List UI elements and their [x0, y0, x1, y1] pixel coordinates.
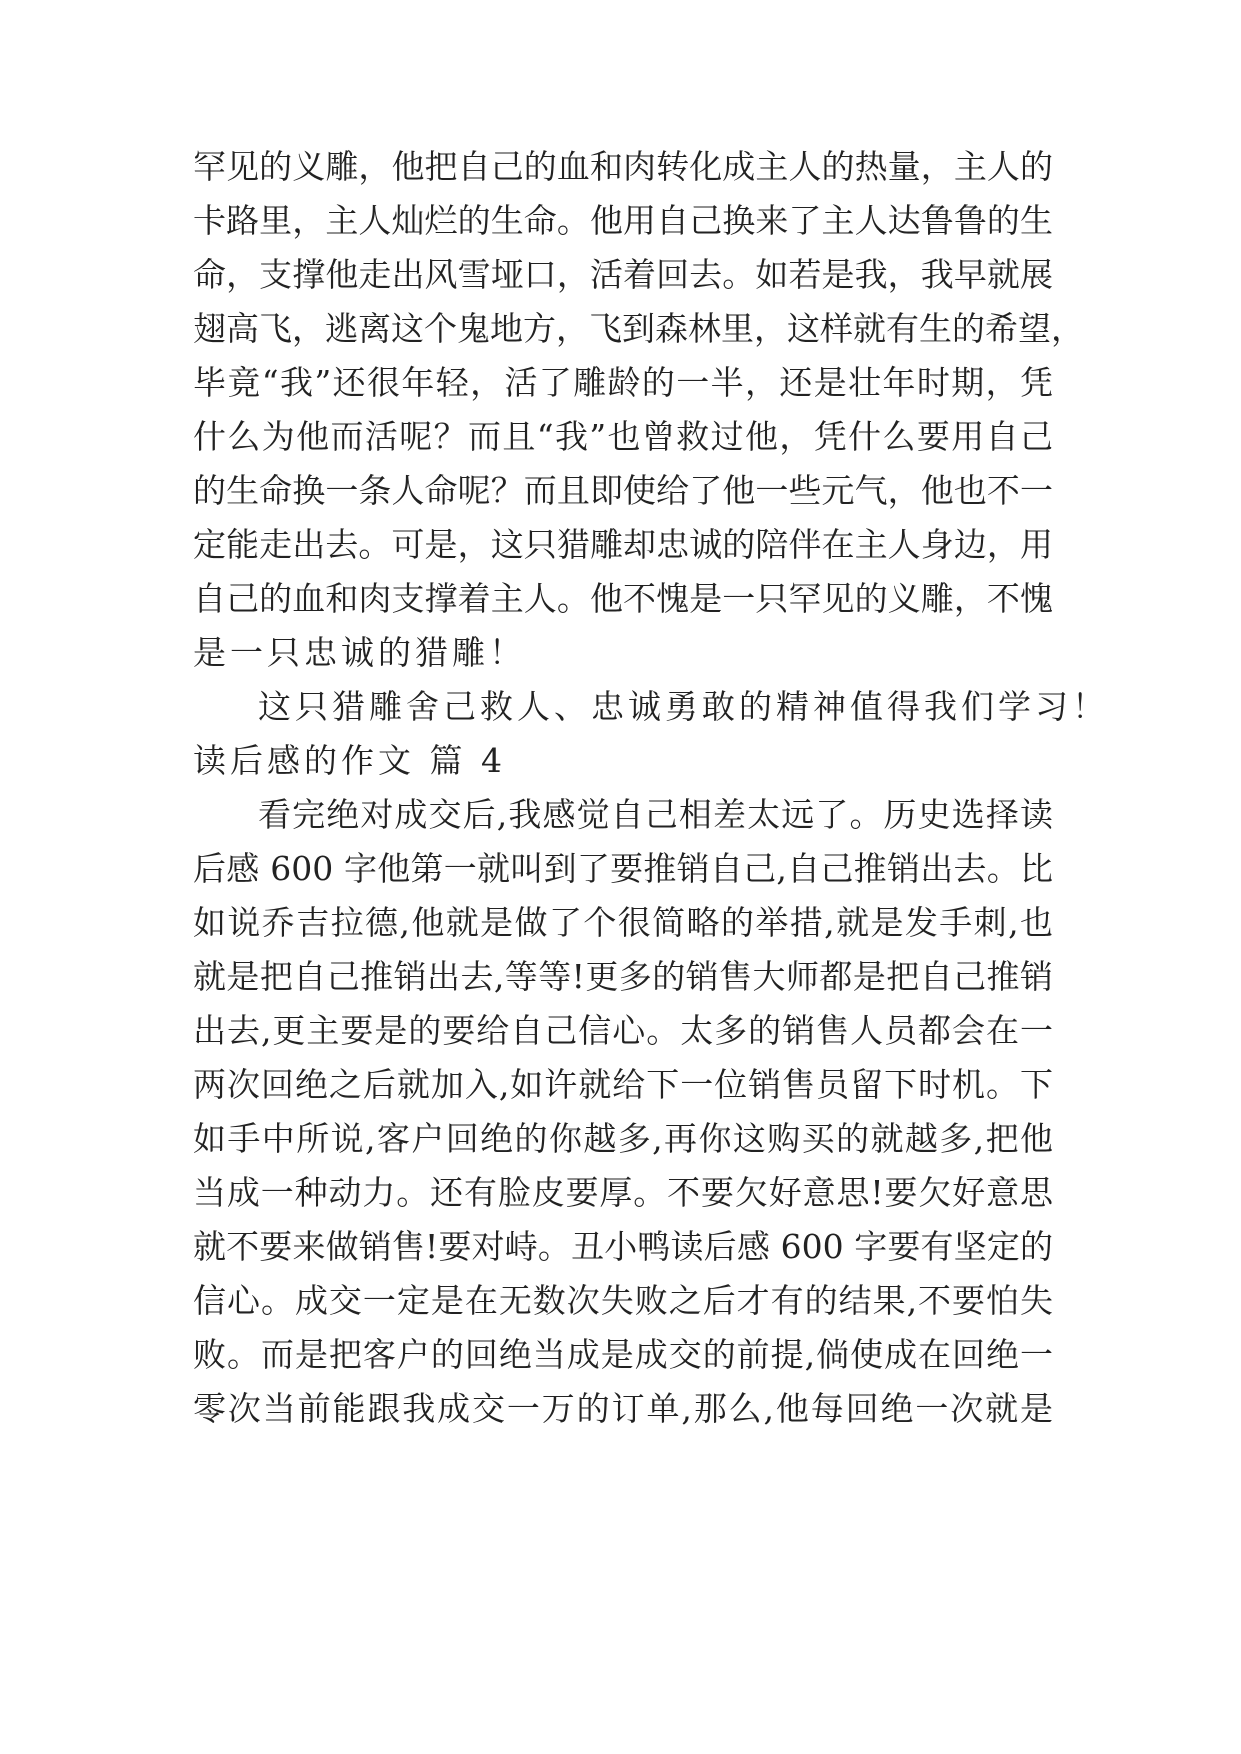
text-line: 是一只忠诚的猎雕！: [193, 633, 526, 672]
text-line: 如手中所说,客户回绝的你越多,再你这购买的就越多,把他: [193, 1119, 1053, 1158]
text-line: 两次回绝之后就加入,如许就给下一位销售员留下时机。下: [193, 1065, 1053, 1104]
text-line: 出去,更主要是的要给自己信心。太多的销售人员都会在一: [193, 1011, 1053, 1050]
text-line: 罕见的义雕，他把自己的血和肉转化成主人的热量，主人的: [193, 147, 1053, 186]
text-line: 自己的血和肉支撑着主人。他不愧是一只罕见的义雕，不愧: [193, 579, 1053, 618]
text-line: 信心。成交一定是在无数次失败之后才有的结果,不要怕失: [193, 1281, 1053, 1320]
text-line: 零次当前能跟我成交一万的订单,那么,他每回绝一次就是: [193, 1389, 1053, 1428]
text-line: 败。而是把客户的回绝当成是成交的前提,倘使成在回绝一: [193, 1335, 1053, 1374]
text-line: 的生命换一条人命呢？而且即使给了他一些元气，他也不一: [193, 471, 1053, 510]
text-line: 命，支撑他走出风雪垭口，活着回去。如若是我，我早就展: [193, 255, 1053, 294]
text-line: 看完绝对成交后,我感觉自己相差太远了。历史选择读: [258, 795, 1053, 834]
text-line: 定能走出去。可是，这只猎雕却忠诚的陪伴在主人身边，用: [193, 525, 1053, 564]
text-line: 当成一种动力。还有脸皮要厚。不要欠好意思!要欠好意思: [193, 1173, 1053, 1212]
text-line: 卡路里，主人灿烂的生命。他用自己换来了主人达鲁鲁的生: [193, 201, 1053, 240]
text-line: 就是把自己推销出去,等等!更多的销售大师都是把自己推销: [193, 957, 1053, 996]
text-line: 翅高飞，逃离这个鬼地方，飞到森林里，这样就有生的希望，: [193, 309, 1084, 348]
text-line: 如说乔吉拉德,他就是做了个很简略的举措,就是发手刺,也: [193, 903, 1053, 942]
section-heading: 读后感的作文 篇 4: [193, 741, 506, 780]
text-line: 这只猎雕舍己救人、忠诚勇敢的精神值得我们学习！: [258, 687, 1109, 726]
text-line: 毕竟“我”还很年轻，活了雕龄的一半，还是壮年时期，凭: [193, 363, 1053, 402]
text-line: 后感 600 字他第一就叫到了要推销自己,自己推销出去。比: [193, 849, 1053, 888]
text-line: 就不要来做销售!要对峙。丑小鸭读后感 600 字要有坚定的: [193, 1227, 1053, 1266]
text-line: 什么为他而活呢？而且“我”也曾救过他，凭什么要用自己: [193, 417, 1053, 456]
